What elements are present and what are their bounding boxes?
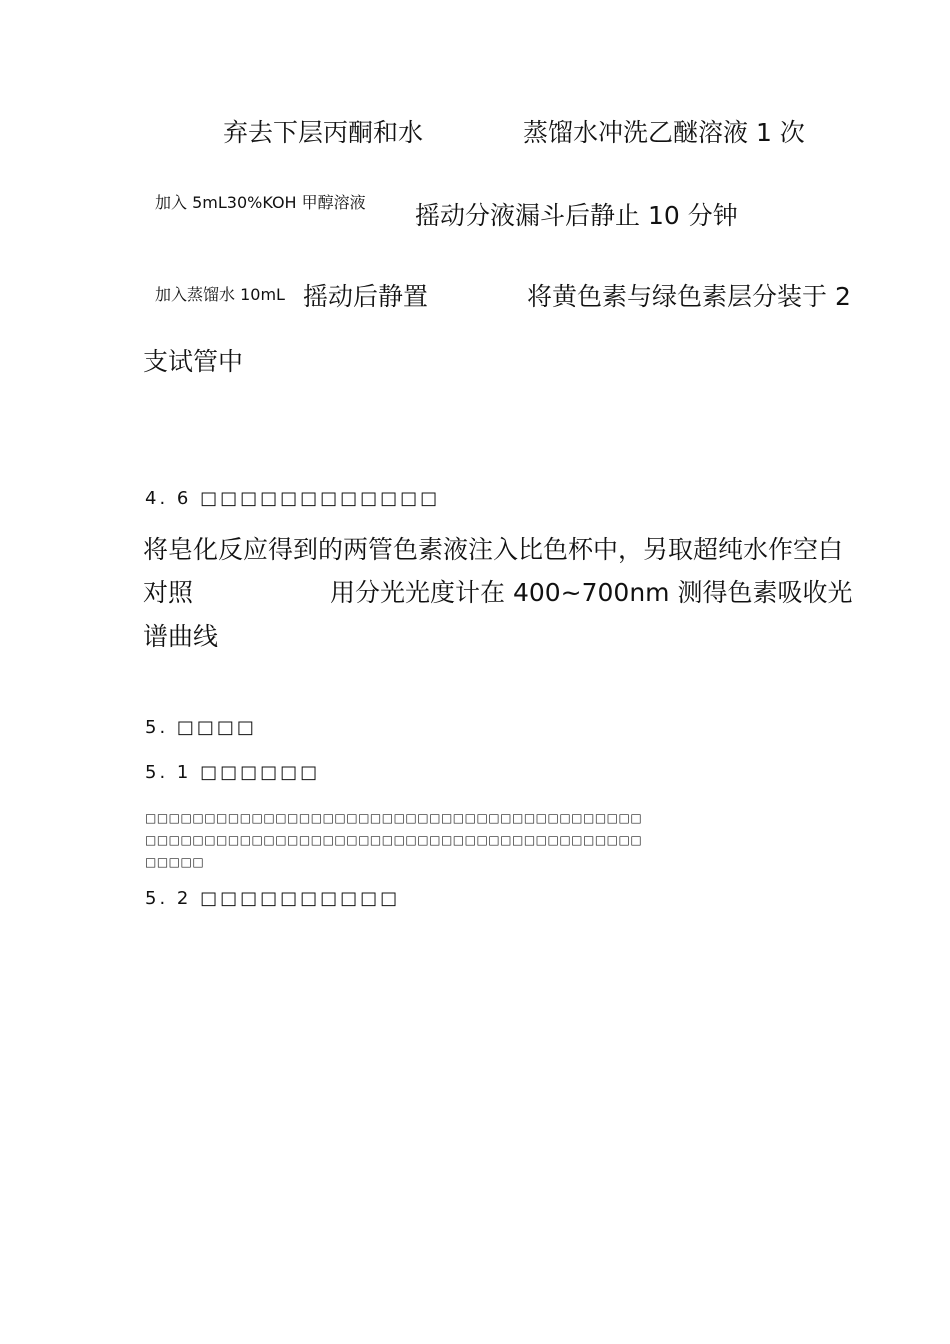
flow-row-3-mid: 摇动后静置 [303, 282, 429, 311]
flow-row-1-left: 弃去下层丙酮和水 [223, 118, 424, 147]
flow-row-1-right: 蒸馏水冲洗乙醚溶液 1 次 [523, 118, 805, 147]
flow-row-3-left: 加入蒸馏水 10mL [155, 285, 285, 304]
section-5-1-body-line-1: □□□□□□□□□□□□□□□□□□□□□□□□□□□□□□□□□□□□□□□□□□ [145, 811, 643, 825]
section-5-1-body-line-2: □□□□□□□□□□□□□□□□□□□□□□□□□□□□□□□□□□□□□□□□□□ [145, 833, 643, 847]
section-5-heading: 5. □□□□ [145, 717, 257, 738]
section-5-1-body-line-3: □□□□□ [145, 855, 205, 869]
section-4-6-line-1: 将皂化反应得到的两管色素液注入比色杯中，另取超纯水作空白 [143, 535, 844, 564]
section-4-6-line-2-left: 对照 [143, 578, 194, 607]
section-5-1-heading: 5. 1 □□□□□□ [145, 762, 321, 783]
flow-row-3-right: 将黄色素与绿色素层分装于 2 [527, 282, 851, 311]
section-5-2-heading: 5. 2 □□□□□□□□□□ [145, 888, 401, 909]
section-4-6-heading: 4. 6 □□□□□□□□□□□□ [145, 488, 441, 509]
section-4-6-line-3: 谱曲线 [143, 622, 219, 651]
flow-row-2-left: 加入 5mL30%KOH 甲醇溶液 [155, 193, 366, 212]
flow-row-4: 支试管中 [143, 347, 244, 376]
section-4-6-line-2-right: 用分光光度计在 400~700nm 测得色素吸收光 [330, 578, 853, 607]
flow-row-2-right: 摇动分液漏斗后静止 10 分钟 [415, 201, 738, 230]
